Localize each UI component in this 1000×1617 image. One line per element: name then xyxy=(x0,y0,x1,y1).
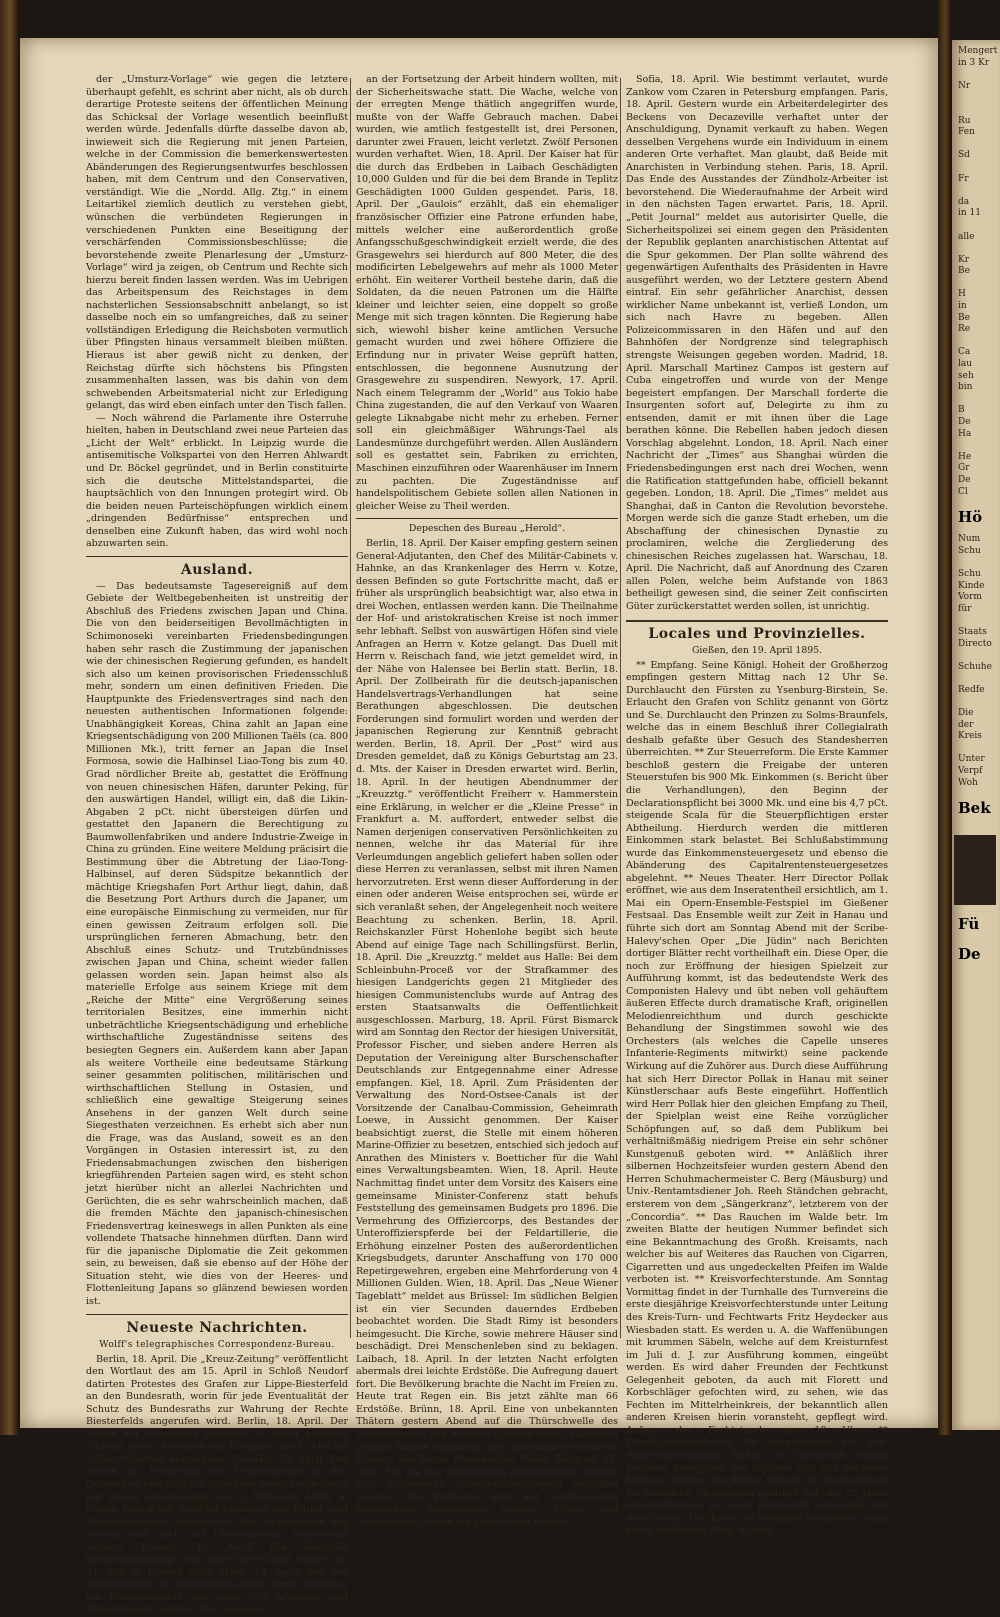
neueste-dispatches: Berlin, 18. April. Die „Kreuz-Zeitung“ veröffentlicht den Wortlaut des am 15. April in Schloß Neudorf datirten Protestes des Grafen zur Lippe-Biesterfeld an den Bundesrath, worin für jede Eventualität der Schutz des Bundesraths zur Wahrung der Rechte Biesterfelds angerufen wird. Berlin, 18. April. Der Verein der Brauereien beschloß in seiner heutigen Sitzung, jedes Ansinnen auf Freigabe des 1. Mai als Arbeiterfeiertag abzulehnen. Breslau, 18. April. Der Verein zur Förderung des Deutschthums in den Ostmarken beschloß die Gründung einer Landesbank mit einem Grundcapital von 3 Millionen Mark in Posen. Zweck der Bank ist Deutsche aus Mittel- und Westdeutschland anzusiedeln. Die Organisation des Vereins soll auch auf Oberschlesien ausgedehnt werden. Lübeck, 18. April. Die feierliche Grundsteinlegung zum Elbe-Trave-Canal findet am 31. Mai in Lübeck statt. Wien, 18. April. Bei den Ziegelwerken am Wienerberge fand heute Vormittag ein Zusammenstoß von etwa 500 Arbeitern und Arbeiterinnen, welche ihre Genossen xyxy=(86,1353,348,1616)
local-news: ** Empfang. Seine Königl. Hoheit der Großherzog empfingen gestern Mittag nach 12 Uhr Se. Durchlaucht den Fürsten zu Ysenburg-Birstein, Se. Erlaucht den Grafen von Schlitz genannt von Görtz und Se. Durchlaucht den Prinzen zu Solms-Braunfels, welche das in einem Beschluß ihrer Collegialrath deshalb gefaßte über Gesuch des Standesherren überreichten. ** Zur Steuerreform. Die Erste Kammer beschloß gestern die Freigabe der unteren Steuerstufen bis 900 Mk. Einkommen (s. Bericht über die Verhandlungen), den Beginn der Declarationspflicht bei 3000 Mk. und eine bis 4,7 pCt. steigende Scala für die Steuerpflichtigen erster Abtheilung. Hierdurch werden die mittleren Einkommen stark belastet. Bei Schlußabstimmung wurde das Einkommensteuergesetz und ebenso die Abänderung des Capitalrentensteuergesetzes abgelehnt. ** Neues Theater. Herr Director Pollak eröffnet, wie aus dem Inseratentheil ersichtlich, am 1. Mai ein Opern-Ensemble-Festspiel im Gießener Festsaal. Das Ensemble weilt zur Zeit in Hanau und führte sich dort am Sonntag Abend mit der Scribe-Halevy'schen Oper „Die Jüdin“ nach Berichten dortiger Blätter recht vortheilhaft ein. Diese Oper, die noch zur Eröffnung der hiesigen Spielzeit zur Aufführung kommt, ist das bedeutendste Werk des Componisten Halevy und übt neben voll gehäuftem äußeren Effecte durch dramatische Kraft, originellen Melodienreichthum und durch geschickte Behandlung der Singstimmen sowohl wie des Orchesters (als welches die Capelle unseres Infanterie-Regiments mitwirkt) seine packende Wirkung auf die Zuhörer aus. Durch diese Aufführung hat sich Herr Director Pollak in Hanau mit seiner Künstlerschaar aufs Beste eingeführt. Hoffentlich wird Herr Pollak hier den gleichen Empfang zu Theil, der Spielplan weist eine Reihe vorzüglicher Schöpfungen auf, so daß dem Publikum bei verhältnißmäßig niedrigem Preise ein sehr schöner Kunstgenuß geboten wird. ** Anläßlich ihrer silbernen Hochzeitsfeier wurden gestern Abend den Herren Schuhmachermeister C. Berg (Mäusburg) und Univ.-Rentamtsdiener Joh. Reeh Ständchen gebracht, ersterem von dem „Sängerkranz“, letzterem von der „Concordia“. ** Das Rauchen im Walde betr. Im zweiten Blatte der heutigen Nummer befindet sich eine Bekanntmachung des Großh. Kreisamts, nach welcher bis auf Weiteres das Rauchen von Cigarren, Cigarretten und aus ungedeckelten Pfeifen im Walde verboten ist. ** Kreisvorfechterstunde. Am Sonntag Vormittag findet in der Turnhalle des Turnvereins die erste diesjährige Kreisvorfechterstunde unter Leitung des Kreis-Turn- und Fechtwarts Fritz Heydecker aus Wiesbaden statt. Es werden u. A. die Waffenübungen mit krummen Säbeln, welche auf dem Kreisturnfest im Juli d. J. zur Ausführung kommen, eingeübt werden. Es wird daher Freunden der Fechtkunst Gelegenheit geboten, da auch mit Florett und Korbschläger gefochten wird, zu sehen, wie das Fechten im Mittelrheinkreis, der bekanntlich allen anderen Kreisen hierin voransteht, gepflegt wird. Anfang der Fechtstunde um 10 Uhr. ** Dienstjubiläumskreuz. Im Schaufenster der Hof-Silberwaarenfabrik Birkle zu Darmstadt liegen mehrere Exemplare des Diploms und des goldenen Kreuzes, welche Ihre Königl. Hoheit die Großherzogin für weibliche Dienstboten gestiftet hat, die 25 Jahre ununterbrochen bei einer Herrschaft bedienstet, zur Ansicht aus. Das Kreuz, in Mattgold hergestellt, zeigt einen erhabenen Ring, in dem xyxy=(626,659,889,1537)
politics-paragraph: der „Umsturz-Vorlage“ wie gegen die letztere überhaupt gefehlt, es schrint aber nicht, als ob durch derartige Proteste seitens der öffentlichen Meinung das Schicksal der Vorlage wesentlich beeinflußt werden würde. Jedenfalls dürfte dasselbe davon ab, inwieweit sich die Regierung mit jenen Parteien, welche in der Commission die bemerkenswertesten Abänderungen des Regierungsentwurfes beschlossen haben, mit dem Centrum und den Conservativen, verständigt. Wie die „Nordd. Allg. Ztg.“ in einem Leitartikel ziemlich deutlich zu verstehen giebt, wünschen die verbündeten Regierungen in verschiedenen Punkten eine Beseitigung der verschärfenden Commissionsbeschlüsse; die bevorstehende zweite Plenarlesung der „Umsturz-Vorlage“ wird ja zeigen, ob Centrum und Rechte sich hierzu bereit finden lassen werden. Was im Uebrigen das Arbeitspensum des Reichstages in dem nachsterlichen Sessionsabschnitt anbelangt, so ist dasselbe noch ein so umfangreiches, daß zu seiner vollständigen Erledigung die Reichsboten vermutlich über Pfingsten hinaus versammelt bleiben müßten. Hieraus ist aber gewiß nicht zu denken, der Reichstag dürfte sich höchstens bis Pfingsten zusammenhalten lassen, was bis dahin von dem schwebenden Arbeitsmaterial nicht zur Erledigung gelangt, das wird eben einfach unter den Tisch fallen. xyxy=(86,74,348,412)
column-1 xyxy=(86,74,348,1616)
column-3 xyxy=(626,74,889,1537)
section-divider xyxy=(356,518,618,519)
page-gutter xyxy=(938,0,952,1435)
facing-page-heading-2: Bek xyxy=(958,799,991,818)
section-divider xyxy=(86,1314,348,1315)
section-divider xyxy=(626,620,888,622)
facing-page-heading-3: Fü xyxy=(958,915,980,934)
locales-heading: Locales und Provinzielles. xyxy=(648,625,866,642)
facing-page-text-2: Num Schu Schu Kinde Vorm für Staats Directo Schuhe Redfe Die der Kreis Unter Verpf Woh xyxy=(958,534,992,788)
neueste-heading: Neueste Nachrichten. xyxy=(126,1319,308,1336)
newspaper-page xyxy=(20,38,940,1616)
dispatches-continued: an der Fortsetzung der Arbeit hindern wollten, mit der Sicherheitswache statt. Die Wache, welche von der erregten Menge thätlich angegriffen wurde, mußte von der Waffe Gebrauch machen. Dabei wurden, wie amtlich festgestellt ist, drei Personen, darunter zwei Frauen, leicht verletzt. Zwölf Personen wurden verhaftet. Wien, 18. April. Der Kaiser hat für die durch das Erdbeben in Laibach Geschädigten 10,000 Gulden und für die bei dem Brande in Teplitz Geschädigten 1000 Gulden gespendet. Paris, 18. April. Der „Gaulois“ erzählt, daß ein ehemaliger französischer Offizier eine Patrone erfunden habe, mittels welcher eine außerordentlich große Anfangsschußgeschwindigkeit erzielt werde, die des Grasgewehrs sei hierdurch auf 800 Meter, die des modificirten Lebelgewehrs auf mehr als 1000 Meter erhöht. Ein weiterer Vortheil bestehe darin, daß die Soldaten, da die neuen Patronen um die Hälfte kleiner und leichter seien, eine doppelt so große Menge mit sich tragen könnten. Die Regierung habe sich, wiewohl bisher keine amtlichen Versuche gemacht wurden und zwei höhere Offiziere die Erfindung nur in privater Weise geprüft hatten, entschlossen, die begonnene Ausnutzung der Grasgewehre zu suspendiren. Newyork, 17. April. Nach einem Telegramm der „World“ aus Tokio habe China zugestanden, die auf den Verkauf von Waaren gelegte Liknabgabe nicht mehr zu erheben. Ferner soll ein gleichmäßiger Währungs-Tael als Landesmünze durchgeführt werden. Allen Ausländern soll es gestattet sein, Fabriken zu errichten, Maschinen einzuführen oder Waarenhäuser im Innern zu pachten. Die Zugeständnisse auf handelspolitischem Gebiete sollen allen Nationen in gleicher Weise zu Theil werden. xyxy=(356,74,618,512)
facing-page-edge xyxy=(952,40,1000,1430)
new-parties-paragraph: — Noch während die Parlamente ihre Osterruhe hielten, haben in Deutschland zwei neue Parteien das „Licht der Welt“ erblickt. In Leipzig wurde die antisemitische Volkspartei von den Herren Ahlwardt und Dr. Böckel gegründet, und in Berlin constituirte sich die deutsche Mittelstandspartei, die hauptsächlich von den Innungen protegirt wird. Ob die beiden neuen Parteischöpfungen wirklich einem „dringenden Bedürfnisse“ entsprechen und denselben eine Zukunft haben, das wird wohl noch abzuwarten sein. xyxy=(86,412,348,550)
wolff-bureau-subheading: Wolff's telegraphisches Correspondenz-Bureau. xyxy=(99,1339,335,1350)
facing-page-text: Mengert in 3 Kr Nr Ru Fen Sd Fr da in 11 alle Kr Be H in Be Re Ca lau seh bin B De Ha He Gr De Cl xyxy=(958,46,998,497)
herold-dispatches: Berlin, 18. April. Der Kaiser empfing gestern seinen General-Adjutanten, den Chef des Militär-Cabinets v. Hahnke, an das Krankenlager des Herrn v. Kotze, dessen Befinden so gute Fortschritte macht, daß er früher als ursprünglich beabsichtigt war, also etwa in drei Wochen, entlassen werden kann. Die Theilnahme der Hof- und aristokratischen Kreise ist noch immer sehr lebhaft. Selbst von auswärtigen Höfen sind viele Anfragen an Herrn v. Kotze gelangt. Das Duell mit Herrn v. Reischach fand, wie jetzt gemeldet wird, in der Nähe von Halensee bei Berlin statt. Berlin, 18. April. Der Zollbeirath für die deutsch-japanischen Handelsvertrags-Verhandlungen hat seine Berathungen abgeschlossen. Die deutschen Forderungen sind formulirt worden und werden der japanischen Regierung zur Kenntniß gebracht werden. Berlin, 18. April. Der „Post“ wird aus Dresden gemeldet, daß zu Königs Geburtstag am 23. d. Mts. der Kaiser in Dresden erwartet wird. Berlin, 18. April. In der heutigen Abendnummer der „Kreuzztg.“ veröffentlicht Freiherr v. Hammerstein eine Erklärung, in welcher er die „Kleine Presse“ in Frankfurt a. M. auffordert, entweder selbst die Namen derjenigen conservativen Persönlichkeiten zu nennen, welche ihr das Material für ihre Verleumdungen angeblich geliefert haben sollen oder diese Herren zu veranlassen, selbst mit ihren Namen hervorzutreten. Erst wenn dieser Aufforderung in der einen oder anderen Weise entsprochen sei, würde er sich veranlaßt sehen, der Angelegenheit noch weitere Beachtung zu schenken. Berlin, 18. April. Reichskanzler Fürst Hohenlohe begibt sich heute Abend auf einige Tage nach Schillingsfürst. Berlin, 18. April. Die „Kreuzztg.“ meldet aus Halle: Bei dem Schleinbuhn-Proceß vor der Strafkammer des hiesigen Landgerichts gegen 21 Mitglieder des hiesigen Communistenclubs wurde auf Antrag des ersten Staatsanwalts die Oeffentlichkeit ausgeschlossen. Marburg, 18. April. Fürst Bismarck wird am Sonntag den Rector der hiesigen Universität, Professor Fischer, und sieben andere Herren als Deputation der Vereinigung alter Burschenschafter Deutschlands zur Entgegennahme einer Adresse empfangen. Kiel, 18. April. Zum Präsidenten der Verwaltung des Nord-Ostsee-Canals ist der Vorsitzende der Canalbau-Commission, Geheimrath Loewe, in Aussicht genommen. Der Kaiser beabsichtigt zuerst, die Stelle mit einem höheren Marine-Offizier zu besetzen, entschied sich jedoch auf Anrathen des Ministers v. Boetticher für die Wahl eines Verwaltungsbeamten. Wien, 18. April. Heute Nachmittag findet unter dem Vorsitz des Kaisers eine gemeinsame Minister-Conferenz statt behufs Feststellung des gemeinsamen Budgets pro 1896. Die Vermehrung des Offiziercorps, des Bestandes der Unteroffizierspferde bei der Feldartillerie, die Erhöhung einzelner Posten des außerordentlichen Kriegsbudgets, darunter Anschaffung von 170 000 Repetirgewehren, ergeben eine Mehrforderung von 4 Millionen Gulden. Wien, 18. April. Das „Neue Wiener Tageblatt“ meldet aus Brüssel: Im südlichen Belgien ist ein vier Secunden dauerndes Erdbeben beobachtet worden. Die Stadt Rimy ist besonders heimgesucht. Die Kirche, sowie mehrere Häuser sind beschädigt. Drei Menschenleben sind zu beklagen. Laibach, 18. April. In der letzten Nacht erfolgten abermals drei leichte Erdstöße. Die Aufregung dauert fort. Die Bevölkerung brachte die Nacht im Freien zu. Heute trat Regen ein. Bis jetzt zählte man 66 Erdstöße. Brünn, 18. April. Eine von unbekannten Thätern gestern Abend auf die Thürschwelle des Vereinshauses des Arbeiter-Gesangvereins Valeslavin gelegte Bombe explodirte und zertrümmerte mehrere Fenster des Baron Prazakschen Palais. Belgrad, 18. April. Für die hier übermorgen stattfindenden Wahlen sind umfassende Sicherheitsmaßregeln getroffen worden. Die Präfecten sind mit weitgehenden Vollmachten ausgestattet worden. Militär und Gendarmerie halten die ganze Stadt besetzt. xyxy=(356,538,618,1528)
column-rule xyxy=(620,78,621,1338)
facing-page-heading: Hö xyxy=(958,508,983,527)
column-2 xyxy=(356,74,618,1528)
section-divider xyxy=(86,556,348,557)
book-binding xyxy=(0,0,18,1435)
facing-page-ad-block xyxy=(954,835,996,905)
ausland-article: — Das bedeutsamste Tagesereigniß auf dem Gebiete der Weltbegebenheiten ist unstreitig der Abschluß des Friedens zwischen Japan und China. Die von den beiderseitigen Bevollmächtigten in Schimonoseki vereinbarten Friedensbedingungen haben sehr rasch die Zustimmung der japanischen wie der chinesischen Regierung gefunden, es handelt sich also um keinen provisorischen Friedensschluß mehr, sondern um einen definitiven Frieden. Die Hauptpunkte des Friedensvertrages sind nach den neuesten authentischen Informationen folgende: Unabhängigkeit Koreas, China zahlt an Japan eine Kriegsentschädigung von 200 Millionen Taëls (ca. 800 Millionen Mk.), tritt ferner an Japan die Insel Formosa, sowie die Halbinsel Liao-Tong bis zum 40. Grad nördlicher Breite ab, gestattet die Eröffnung von neuen chinesischen Häfen, darunter Peking, für den auswärtigen Handel, willigt ein, daß die Likin-Abgaben 2 pCt. nicht übersteigen dürfen und gestattet den Japanern die Berechtigung zu Baumwollenfabriken und andere Industrie-Zweige in China zu gründen. Eine weitere Meldung präcisirt die Bestimmung über die Abtretung der Liao-Tong-Halbinsel, auf deren Südspitze bekanntlich der mächtige Kriegshafen Port Arthur liegt, dahin, daß die Besetzung Port Arthurs durch die Japaner, um eine europäische Einmischung zu vermeiden, nur für einen gewissen Zeitraum erfolgen soll. Die ursprünglichen ferneren Abmachung, betr. den Abschluß eines Schutz- und Trutzbündnisses zwischen Japan und China, scheint wieder fallen gelassen worden sein. Japan heimst also als materielle Erfolge aus seinem Kriege mit dem „Reiche der Mitte“ eine Vergrößerung seines territorialen Besitzes, eine immerhin nicht unbeträchtliche Kriegsentschädigung und erhebliche wirthschaftliche Zugeständnisse seitens des besiegten Gegners ein. Außerdem kann aber Japan als weitere Vortheile eine bedeutsame Stärkung seiner gesammten politischen, militärischen und wirthschaftlichen Stellung in Ostasien, und schließlich eine gewaltige Steigerung seines Ansehens in der ganzen Welt durch seine Siegesthaten verzeichnen. Es erhebt sich aber nun die Frage, was das Ausland, soweit es an den Vorgängen in Ostasien interessirt ist, zu den Friedensabmachungen zwischen den bisherigen kriegführenden Parteien sagen wird, es steht schon jetzt hierüber nicht an allerlei Nachrichten und Gerüchten, die es sehr wahrscheinlich machen, daß die fremden Mächte den japanisch-chinesischen Friedensvertrag keineswegs in allen Punkten als eine vollendete Thatsache hinnehmen dürften. Dann wird für die japanische Diplomatie die Zeit gekommen sein, zu beweisen, daß sie ebenso auf der Höhe der Situation steht, wie dies von der Heeres- und Flottenleitung Japans so glänzend bewiesen worden ist. xyxy=(86,580,348,1307)
foreign-dispatches: Sofia, 18. April. Wie bestimmt verlautet, wurde Zankow vom Czaren in Petersburg empfangen. Paris, 18. April. Gestern wurde ein Arbeiterdelegirter des Beckens von Decazeville verhaftet unter der Anschuldigung, Dynamit verkauft zu haben. Wegen desselben Vergehens wurde ein Individuum in einem anderen Orte verhaftet. Man glaubt, daß Beide mit Anarchisten in Verbindung stehen. Paris, 18. April. Das Ende des Ausstandes der Zündholz-Arbeiter ist bevorstehend. Die Wiederaufnahme der Arbeit wird in den nächsten Tagen erwartet. Paris, 18. April. „Petit Journal“ meldet aus autorisirter Quelle, die Sicherheitspolizei sei einem gegen den Präsidenten der Republik geplanten anarchistischen Attentat auf die Spur gekommen. Der Plan sollte während des gegenwärtigen Aufenthalts des Präsidenten in Havre ausgeführt werden, wo der Letztere gestern Abend eintraf. Ein sehr gefährlicher Anarchist, dessen wirklicher Name unbekannt ist, verließ London, um sich nach Havre zu begeben. Allen Polizeicommissaren in den Häfen und auf den Bahnhöfen der Nordgrenze sind telegraphisch strengste Weisungen gegeben worden. Madrid, 18. April. Marschall Martinez Campos ist gestern auf Cuba eingetroffen und wurde von der Menge begeistert empfangen. Der Marschall forderte die Insurgenten sofort auf, Delegirte zu ihm zu entsenden, damit er mit ihnen über die Lage berathen könne. Die Rebellen haben jedoch diesen Vorschlag abgelehnt. London, 18. April. Nach einer Nachricht der „Times“ aus Shanghai würden die Friedensbedingungen erst nach drei Wochen, wenn die Ratification stattgefunden habe, officiell bekannt gegeben. London, 18. April. Die „Times“ meldet aus Shanghai, daß in Canton die Revolution bevorstehe. Morgen werde sich die ganze Stadt erheben, um die Abschaffung der chinesischen Dynastie zu proclamiren, welche die Zergliederung des chinesischen Reiches zugelassen hat. Warschau, 18. April. Die Nachricht, daß auf Anordnung des Czaren allen Polen, welche beim Aufstande von 1863 betheiligt gewesen sind, die seiner Zeit confiscirten Güter zurückerstattet werden sollen, ist unrichtig. xyxy=(626,74,888,612)
locales-dateline: Gießen, den 19. April 1895. xyxy=(691,644,823,656)
column-rule xyxy=(350,78,351,1338)
herold-subheading: Depeschen des Bureau „Herold“. xyxy=(408,523,566,535)
facing-page-heading-4: De xyxy=(958,945,981,964)
ausland-heading: Ausland. xyxy=(180,561,254,578)
